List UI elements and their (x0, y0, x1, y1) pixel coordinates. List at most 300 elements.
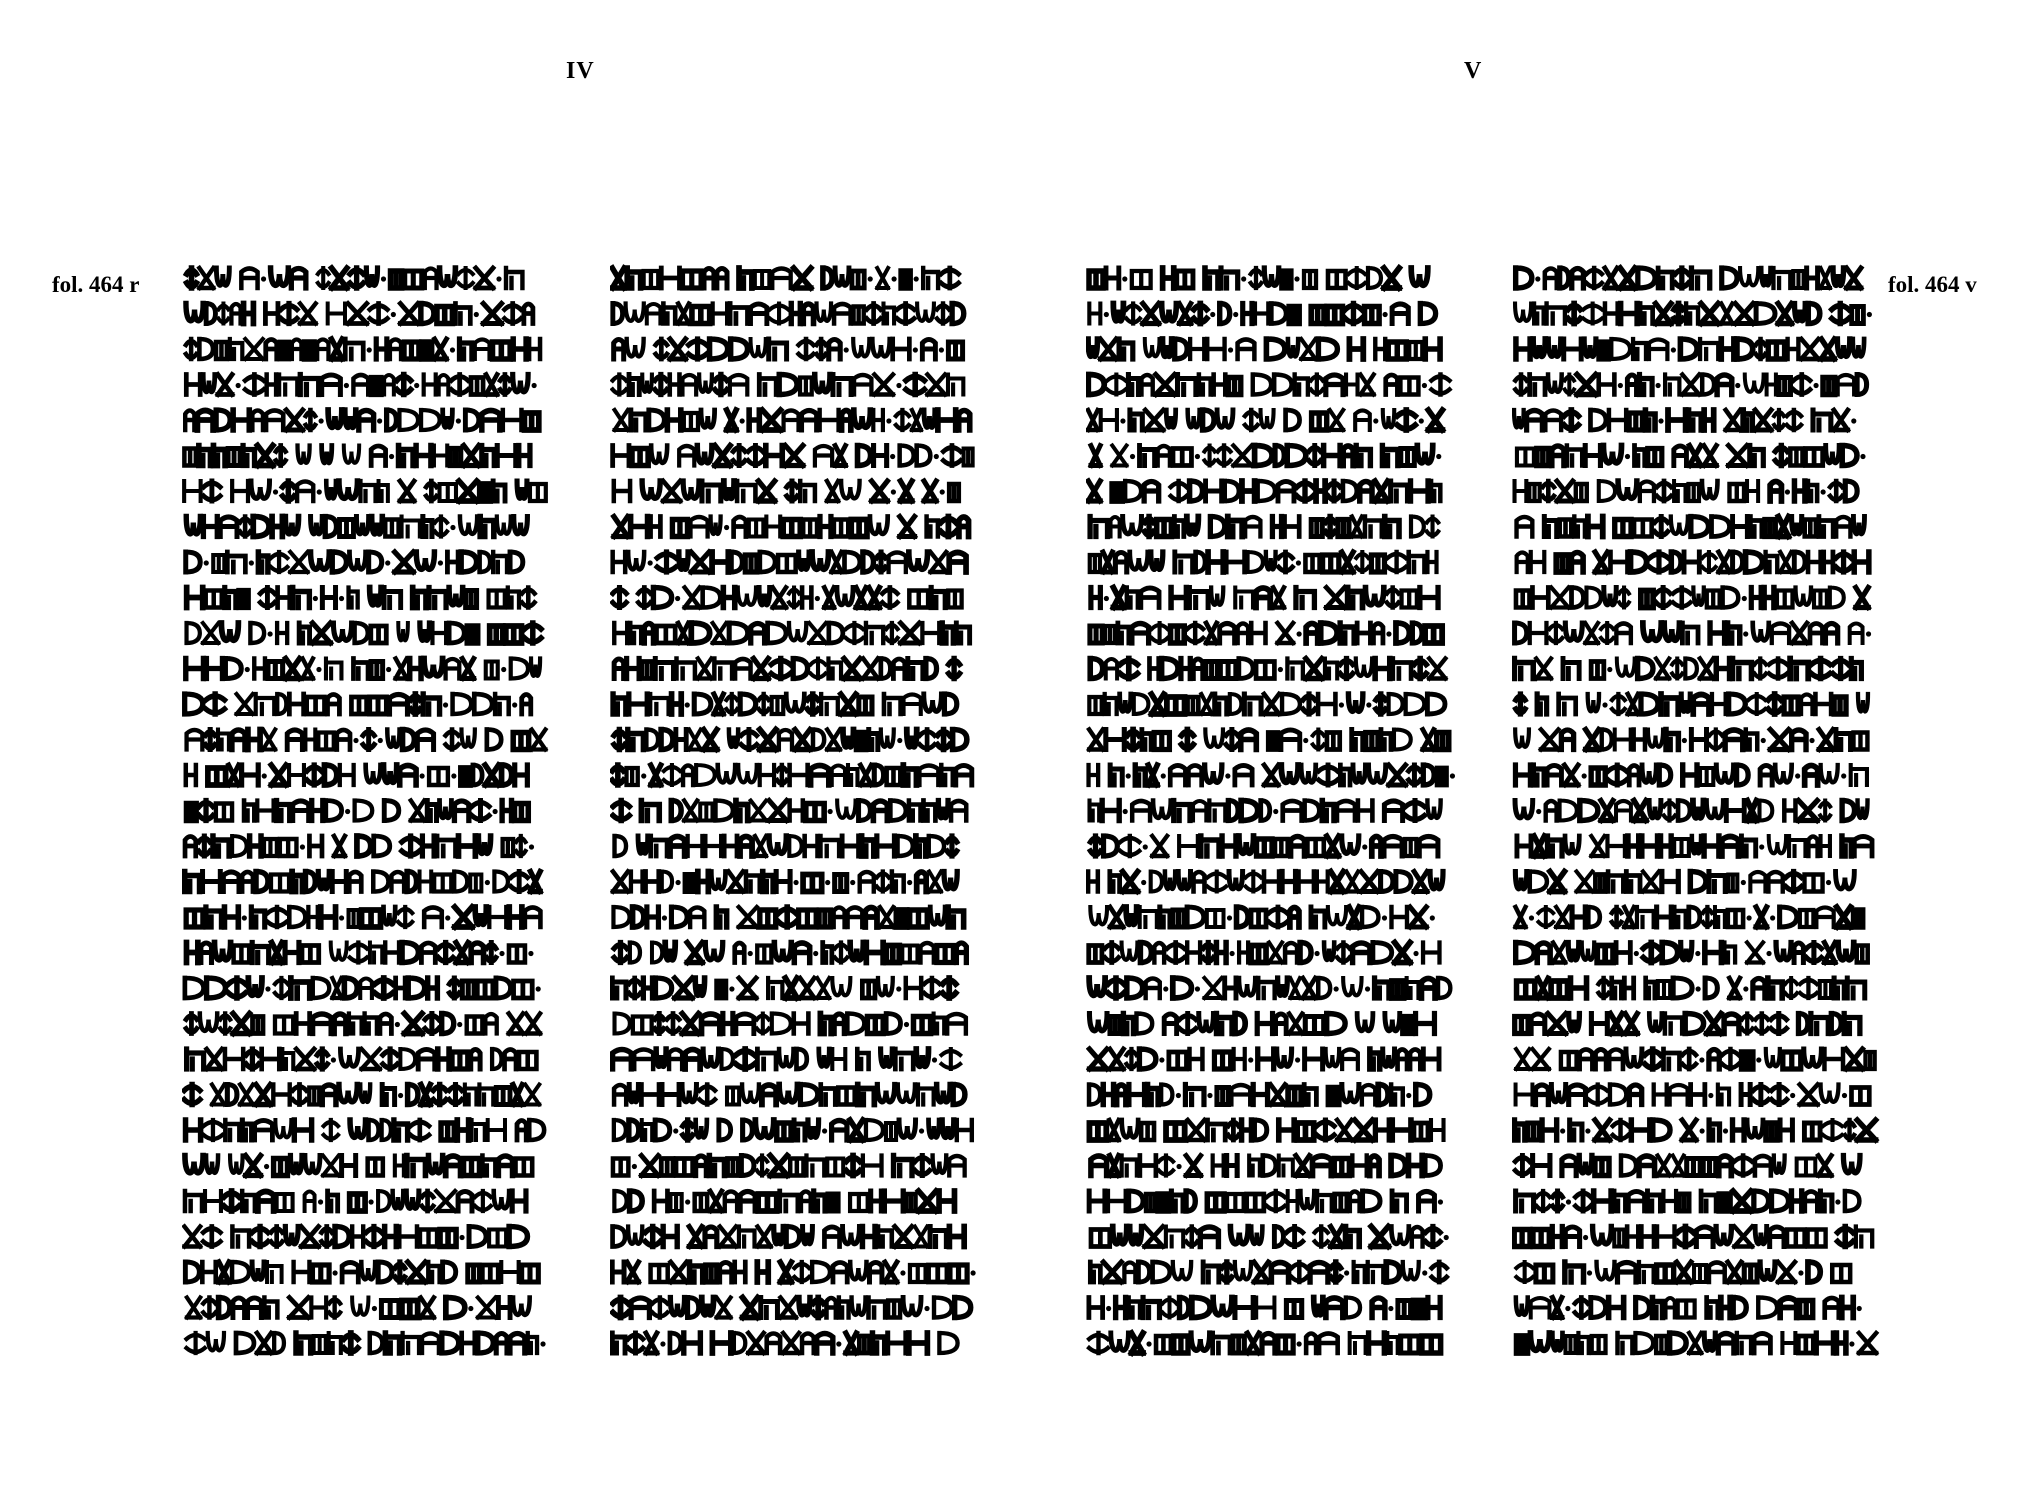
glagolitic-letter (397, 375, 411, 395)
punctuation-dot (1529, 915, 1534, 920)
glagolitic-letter (903, 765, 916, 785)
glagolitic-letter (477, 981, 493, 998)
glagolitic-letter (1174, 1336, 1188, 1353)
glagolitic-letter (1305, 555, 1319, 572)
glagolitic-letter (522, 588, 535, 608)
glagolitic-letter (1681, 943, 1692, 960)
glagolitic-letter (526, 1014, 540, 1034)
glagolitic-letter (645, 1227, 660, 1247)
glagolitic-letter (1105, 626, 1115, 643)
glagolitic-letter (1787, 1230, 1805, 1247)
manuscript-line (186, 801, 528, 821)
glagolitic-letter (1312, 413, 1327, 430)
manuscript-line (1515, 1156, 1860, 1176)
glagolitic-letter (1662, 872, 1678, 892)
glagolitic-letter (741, 1156, 754, 1176)
punctuation-dot (1842, 1093, 1847, 1098)
glagolitic-letter (1628, 836, 1639, 856)
glagolitic-letter (895, 1049, 913, 1069)
glagolitic-letter (1721, 339, 1734, 359)
glagolitic-letter (1700, 339, 1718, 359)
glagolitic-letter (294, 1262, 310, 1282)
glagolitic-letter (1515, 623, 1527, 643)
glagolitic-letter (248, 978, 262, 995)
glagolitic-letter (949, 659, 960, 679)
glagolitic-letter (471, 1050, 480, 1070)
glagolitic-letter (373, 872, 388, 892)
glagolitic-letter (888, 1333, 906, 1353)
glagolitic-letter (1800, 1301, 1813, 1318)
glagolitic-letter (613, 552, 626, 572)
glagolitic-letter (800, 481, 815, 501)
glagolitic-letter (839, 1298, 849, 1318)
glagolitic-letter (1141, 1123, 1154, 1140)
glagolitic-letter (420, 872, 432, 892)
manuscript-line (1517, 836, 1872, 856)
glagolitic-letter (729, 730, 738, 747)
glagolitic-letter (1846, 1049, 1862, 1069)
glagolitic-letter (1851, 659, 1861, 679)
glagolitic-letter (630, 1191, 643, 1211)
punctuation-dot (685, 702, 690, 707)
glagolitic-letter (400, 766, 416, 786)
glagolitic-letter (1148, 1085, 1159, 1105)
glagolitic-letter (1821, 1085, 1839, 1102)
glagolitic-letter (318, 872, 329, 889)
glagolitic-letter (628, 552, 644, 569)
glagolitic-letter (1226, 552, 1244, 572)
glagolitic-letter (1865, 1052, 1874, 1069)
glagolitic-letter (1225, 481, 1239, 501)
manuscript-line (187, 1298, 530, 1318)
glagolitic-letter (803, 1227, 813, 1244)
punctuation-dot (1210, 312, 1215, 317)
glagolitic-letter (1789, 836, 1805, 856)
glagolitic-letter (1516, 591, 1529, 608)
manuscript-line (184, 1085, 539, 1105)
glagolitic-letter (716, 907, 726, 927)
glagolitic-letter (719, 1120, 731, 1140)
glagolitic-letter (1537, 449, 1549, 466)
glagolitic-letter (740, 1192, 755, 1212)
glagolitic-letter (1392, 1120, 1411, 1140)
glagolitic-letter (917, 872, 926, 892)
glagolitic-letter (1572, 907, 1585, 927)
glagolitic-letter (856, 733, 865, 750)
glagolitic-letter (939, 1333, 957, 1353)
glagolitic-letter (277, 623, 287, 643)
glagolitic-letter (1318, 694, 1335, 714)
glagolitic-letter (614, 730, 625, 750)
glagolitic-letter (1233, 1336, 1244, 1353)
punctuation-dot (1761, 738, 1766, 743)
glagolitic-letter (1830, 481, 1842, 501)
glagolitic-letter (1516, 268, 1532, 288)
glagolitic-letter (408, 1262, 426, 1282)
glagolitic-letter (1101, 410, 1117, 430)
glagolitic-letter (1103, 1262, 1121, 1282)
glagolitic-letter (1178, 375, 1196, 395)
glagolitic-letter (510, 552, 523, 572)
glagolitic-letter (850, 943, 863, 960)
glagolitic-letter (511, 872, 528, 892)
glagolitic-letter (1103, 552, 1112, 572)
glagolitic-letter (454, 872, 467, 892)
glagolitic-letter (670, 1194, 681, 1211)
glagolitic-letter (233, 410, 249, 430)
glagolitic-letter (332, 552, 346, 572)
glagolitic-letter (1412, 1227, 1423, 1247)
glagolitic-letter (1300, 1191, 1314, 1208)
glagolitic-letter (372, 517, 383, 534)
glagolitic-letter (1158, 1194, 1168, 1211)
glagolitic-letter (1317, 1120, 1334, 1140)
glagolitic-letter (1531, 1014, 1545, 1034)
glagolitic-letter (699, 1085, 715, 1105)
glagolitic-letter (714, 694, 724, 714)
glagolitic-letter (289, 1298, 308, 1318)
glagolitic-letter (462, 1333, 475, 1353)
glagolitic-letter (213, 836, 229, 856)
glagolitic-letter (413, 588, 426, 608)
glagolitic-letter (1328, 481, 1340, 501)
punctuation-dot (1756, 1057, 1761, 1062)
glagolitic-letter (841, 694, 856, 714)
glagolitic-letter (1517, 517, 1533, 537)
glagolitic-letter (1824, 552, 1833, 572)
glagolitic-letter (1668, 410, 1686, 430)
punctuation-dot (1618, 383, 1623, 388)
punctuation-dot (1195, 986, 1200, 991)
glagolitic-letter (494, 1191, 509, 1208)
glagolitic-letter (1217, 1088, 1228, 1105)
glagolitic-letter (1107, 375, 1125, 395)
glagolitic-letter (1693, 801, 1704, 818)
glagolitic-letter (422, 1334, 439, 1354)
glagolitic-letter (297, 482, 313, 502)
glagolitic-letter (1792, 623, 1807, 643)
manuscript-line (1089, 1014, 1434, 1034)
glagolitic-letter (1431, 375, 1449, 395)
glagolitic-letter (228, 978, 245, 998)
glagolitic-letter (1636, 1298, 1650, 1318)
glagolitic-letter (1844, 1014, 1860, 1034)
punctuation-dot (1742, 596, 1747, 601)
glagolitic-letter (771, 659, 790, 679)
glagolitic-letter (934, 1298, 952, 1318)
glagolitic-letter (685, 875, 695, 892)
glagolitic-letter (1857, 375, 1866, 395)
glagolitic-letter (949, 1227, 964, 1247)
glagolitic-letter (757, 946, 771, 963)
glagolitic-letter (1106, 268, 1119, 288)
glagolitic-letter (1335, 1194, 1347, 1211)
manuscript-line (614, 1120, 972, 1140)
glagolitic-letter (1536, 1265, 1553, 1282)
glagolitic-letter (701, 410, 715, 427)
punctuation-dot (368, 1199, 373, 1204)
glagolitic-letter (1127, 730, 1139, 750)
glagolitic-letter (446, 1298, 465, 1318)
glagolitic-letter (1229, 872, 1243, 889)
glagolitic-letter (766, 517, 780, 537)
glagolitic-letter (402, 517, 420, 537)
glagolitic-letter (1516, 1262, 1533, 1282)
punctuation-dot (468, 1306, 473, 1311)
glagolitic-letter (882, 588, 897, 608)
glagolitic-letter (1858, 694, 1868, 711)
glagolitic-letter (854, 375, 871, 395)
glagolitic-letter (1658, 268, 1672, 288)
glagolitic-letter (1275, 839, 1288, 856)
manuscript-line (1089, 304, 1435, 324)
glagolitic-letter (942, 623, 953, 643)
glagolitic-letter (1617, 659, 1635, 676)
manuscript-column-iv-b (610, 262, 982, 1372)
glagolitic-letter (943, 978, 956, 998)
glagolitic-letter (651, 836, 667, 856)
glagolitic-letter (225, 588, 236, 608)
glagolitic-letter (1303, 978, 1315, 998)
glagolitic-letter (715, 446, 730, 466)
punctuation-dot (1826, 880, 1831, 885)
glagolitic-letter (1268, 733, 1278, 750)
glagolitic-letter (440, 801, 452, 818)
punctuation-dot (377, 418, 382, 423)
punctuation-dot (748, 951, 753, 956)
glagolitic-letter (1091, 1230, 1110, 1247)
glagolitic-letter (858, 1085, 875, 1105)
manuscript-line (1517, 446, 1866, 466)
glagolitic-letter (1416, 1014, 1435, 1034)
glagolitic-letter (1851, 1088, 1869, 1105)
glagolitic-letter (1609, 1050, 1623, 1070)
glagolitic-letter (1162, 1298, 1176, 1318)
glagolitic-letter (1854, 910, 1863, 927)
glagolitic-letter (1140, 907, 1157, 927)
glagolitic-letter (787, 481, 798, 501)
glagolitic-letter (794, 1262, 809, 1282)
glagolitic-letter (475, 340, 490, 360)
glagolitic-letter (1629, 413, 1642, 430)
glagolitic-letter (1673, 588, 1690, 608)
glagolitic-letter (614, 659, 623, 679)
glagolitic-letter (1552, 1298, 1561, 1318)
glagolitic-letter (459, 339, 471, 359)
glagolitic-letter (1685, 1014, 1703, 1034)
glagolitic-letter (1331, 1227, 1343, 1247)
glagolitic-letter (1414, 1301, 1425, 1318)
glagolitic-letter (1228, 801, 1238, 821)
glagolitic-letter (421, 304, 434, 324)
glagolitic-letter (208, 1333, 224, 1350)
glagolitic-letter (482, 411, 500, 431)
glagolitic-letter (657, 626, 676, 643)
glagolitic-letter (731, 339, 748, 359)
manuscript-line (614, 659, 960, 679)
glagolitic-letter (1165, 872, 1175, 889)
glagolitic-letter (1279, 1156, 1293, 1176)
manuscript-line (1515, 481, 1858, 501)
glagolitic-letter (1396, 872, 1411, 892)
glagolitic-letter (906, 978, 921, 998)
glagolitic-letter (1089, 304, 1100, 324)
manuscript-line (1517, 552, 1869, 572)
glagolitic-letter (1588, 907, 1600, 927)
glagolitic-letter (383, 1049, 398, 1069)
glagolitic-letter (528, 1333, 537, 1353)
manuscript-line (1090, 623, 1442, 643)
glagolitic-letter (1139, 1049, 1155, 1069)
glagolitic-letter (794, 268, 811, 288)
glagolitic-letter (1842, 836, 1851, 856)
glagolitic-letter (759, 375, 776, 395)
glagolitic-letter (519, 1052, 536, 1069)
glagolitic-letter (768, 978, 782, 998)
glagolitic-letter (1346, 872, 1358, 892)
glagolitic-letter (220, 517, 237, 537)
glagolitic-letter (832, 766, 845, 786)
glagolitic-letter (656, 1049, 666, 1066)
glagolitic-letter (1568, 304, 1580, 324)
glagolitic-letter (1591, 1014, 1607, 1034)
glagolitic-letter (1571, 553, 1583, 573)
glagolitic-letter (733, 446, 745, 466)
glagolitic-letter (846, 1156, 860, 1176)
glagolitic-letter (1371, 555, 1384, 572)
punctuation-dot (445, 915, 450, 920)
glagolitic-letter (361, 1262, 375, 1279)
punctuation-dot (1141, 880, 1146, 885)
glagolitic-letter (829, 340, 840, 360)
glagolitic-letter (832, 1121, 847, 1141)
glagolitic-letter (462, 659, 473, 679)
punctuation-dot (1229, 951, 1234, 956)
glagolitic-letter (743, 1298, 758, 1318)
punctuation-dot (1296, 560, 1301, 565)
glagolitic-letter (779, 730, 792, 750)
glagolitic-letter (1575, 1191, 1590, 1211)
glagolitic-letter (918, 1085, 934, 1105)
manuscript-line (185, 1156, 532, 1176)
glagolitic-letter (1548, 339, 1560, 356)
glagolitic-letter (1306, 659, 1322, 679)
glagolitic-letter (1207, 1120, 1225, 1140)
glagolitic-letter (779, 907, 796, 927)
glagolitic-letter (874, 765, 883, 785)
glagolitic-letter (1549, 623, 1562, 643)
glagolitic-letter (1126, 1049, 1136, 1069)
glagolitic-letter (1782, 1333, 1795, 1353)
glagolitic-letter (207, 978, 226, 998)
glagolitic-letter (1545, 411, 1561, 431)
glagolitic-letter (233, 1298, 245, 1318)
glagolitic-letter (627, 1262, 639, 1282)
glagolitic-letter (1319, 1334, 1338, 1354)
glagolitic-letter (407, 872, 416, 892)
glagolitic-letter (1746, 552, 1763, 572)
glagolitic-letter (1857, 946, 1868, 963)
glagolitic-letter (1770, 730, 1788, 750)
glagolitic-letter (1780, 552, 1791, 572)
glagolitic-letter (858, 446, 871, 466)
glagolitic-letter (1769, 659, 1787, 679)
glagolitic-letter (846, 623, 863, 643)
glagolitic-letter (1595, 875, 1605, 892)
glagolitic-letter (1771, 1014, 1786, 1034)
punctuation-dot (724, 525, 729, 530)
glagolitic-letter (1246, 872, 1261, 892)
glagolitic-letter (751, 339, 766, 356)
glagolitic-letter (1530, 623, 1547, 643)
glagolitic-letter (740, 694, 756, 714)
glagolitic-letter (1768, 978, 1782, 998)
glagolitic-letter (1123, 872, 1138, 892)
glagolitic-letter (1343, 978, 1361, 995)
glagolitic-letter (1365, 588, 1383, 605)
glagolitic-letter (783, 520, 800, 537)
glagolitic-letter (1515, 1156, 1529, 1176)
punctuation-dot (318, 1199, 323, 1204)
glagolitic-letter (848, 765, 857, 785)
glagolitic-letter (613, 446, 629, 466)
glagolitic-letter (404, 1014, 422, 1034)
glagolitic-letter (1389, 765, 1406, 785)
glagolitic-letter (1765, 520, 1775, 537)
punctuation-dot (1104, 596, 1109, 601)
glagolitic-letter (244, 801, 254, 821)
glagolitic-letter (1363, 1191, 1380, 1211)
glagolitic-letter (1741, 836, 1755, 856)
glagolitic-letter (1407, 978, 1419, 998)
glagolitic-letter (1724, 943, 1735, 963)
manuscript-line (613, 375, 964, 395)
punctuation-dot (1450, 773, 1455, 778)
glagolitic-letter (1823, 1120, 1842, 1140)
manuscript-line (1515, 765, 1866, 785)
punctuation-dot (1195, 454, 1200, 459)
glagolitic-letter (1816, 908, 1833, 928)
glagolitic-letter (1171, 588, 1186, 608)
glagolitic-letter (872, 1333, 884, 1353)
glagolitic-letter (947, 1014, 966, 1034)
glagolitic-letter (187, 268, 197, 288)
glagolitic-letter (464, 1159, 480, 1176)
glagolitic-letter (1267, 1191, 1285, 1211)
glagolitic-letter (811, 659, 826, 679)
glagolitic-letter (1591, 662, 1604, 679)
glagolitic-letter (1144, 517, 1153, 537)
glagolitic-letter (1251, 910, 1266, 927)
glagolitic-letter (1157, 520, 1172, 537)
glagolitic-letter (497, 446, 516, 466)
glagolitic-letter (786, 1227, 799, 1247)
glagolitic-letter (1123, 1014, 1133, 1034)
glagolitic-letter (1528, 1123, 1539, 1140)
glagolitic-letter (705, 1227, 717, 1247)
glagolitic-letter (1091, 1156, 1107, 1176)
glagolitic-letter (1089, 946, 1102, 963)
punctuation-dot (886, 418, 891, 423)
glagolitic-letter (826, 1298, 835, 1318)
glagolitic-letter (820, 410, 839, 430)
glagolitic-letter (651, 1265, 668, 1282)
glagolitic-letter (906, 375, 924, 395)
glagolitic-letter (1218, 446, 1231, 466)
glagolitic-letter (517, 481, 527, 498)
glagolitic-letter (328, 1191, 338, 1211)
glagolitic-letter (1228, 378, 1240, 395)
